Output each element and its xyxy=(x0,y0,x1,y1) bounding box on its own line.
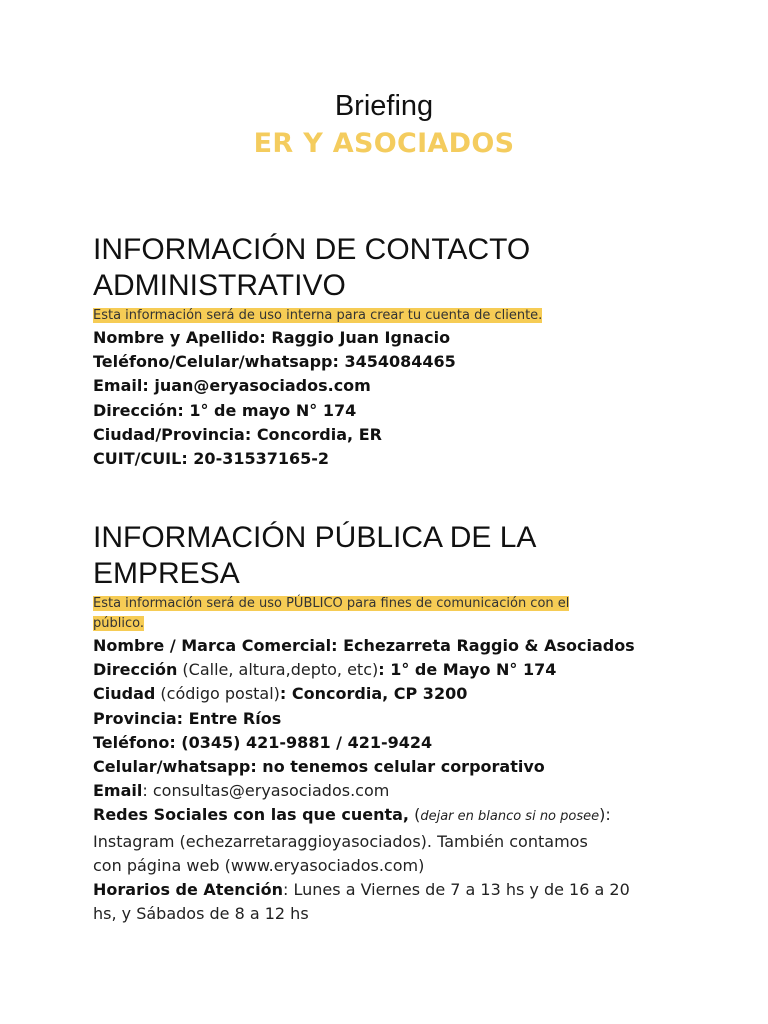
hours-line2: hs, y Sábados de 8 a 12 hs xyxy=(93,904,309,924)
city-hint: (código postal) xyxy=(155,684,280,704)
public-field-address xyxy=(93,658,673,682)
public-field-brand: Nombre / Marca Comercial: Echezarreta Raggio & Asociados xyxy=(93,636,635,655)
public-field-hours xyxy=(93,878,673,902)
city-label: Ciudad xyxy=(93,684,156,704)
social-hint: dejar en blanco si no posee xyxy=(420,809,600,825)
social-paren-open: ( xyxy=(409,805,421,825)
social-line3: con página web (www.eryasociados.com) xyxy=(93,855,425,875)
admin-contact-section xyxy=(93,232,673,471)
admin-field-cuit: CUIT/CUIL: 20-31537165-2 xyxy=(93,449,330,469)
admin-section-heading xyxy=(93,232,673,304)
address-value: : 1° de Mayo N° 174 xyxy=(378,660,557,680)
public-field-mobile: Celular/whatsapp: no tenemos celular corporativo xyxy=(93,757,545,777)
admin-field-name: Nombre y Apellido: Raggio Juan Ignacio xyxy=(93,328,451,347)
social-label: Redes Sociales con las que cuenta, xyxy=(93,805,409,825)
public-field-email xyxy=(93,779,673,803)
admin-field-email: Email: juan@eryasociados.com xyxy=(93,376,371,396)
public-field-social xyxy=(93,803,673,829)
public-section-heading xyxy=(93,520,673,592)
admin-note-text: Esta información será de uso interna para crear tu cuenta de cliente. xyxy=(93,308,543,323)
document-title: Briefing xyxy=(334,90,434,122)
address-label: Dirección xyxy=(93,660,178,680)
public-info-section xyxy=(93,520,673,926)
admin-heading-line1: INFORMACIÓN DE CONTACTO xyxy=(93,233,531,266)
email-value: : consultas@eryasociados.com xyxy=(142,781,390,801)
hours-label: Horarios de Atención xyxy=(93,880,284,900)
admin-field-phone: Teléfono/Celular/whatsapp: 3454084465 xyxy=(93,352,456,372)
email-label: Email xyxy=(93,781,143,801)
public-field-phone: Teléfono: (0345) 421-9881 / 421-9424 xyxy=(93,732,433,752)
hours-value: : Lunes a Viernes de 7 a 13 hs y de 16 a 20 xyxy=(283,880,630,900)
public-field-province: Provincia: Entre Ríos xyxy=(93,708,282,728)
public-note-line2: público. xyxy=(93,616,144,631)
social-paren-close: ): xyxy=(599,805,611,825)
admin-field-address: Dirección: 1° de mayo N° 174 xyxy=(93,400,357,420)
admin-note xyxy=(93,306,673,326)
address-hint: (Calle, altura,depto, etc) xyxy=(177,660,379,680)
public-note-line1: Esta información será de uso PÚBLICO para fines de comunicación con el xyxy=(93,596,570,611)
document-header xyxy=(0,88,768,164)
company-name: ER Y ASOCIADOS xyxy=(253,128,515,159)
public-note xyxy=(93,594,673,634)
public-heading-line2: EMPRESA xyxy=(93,557,240,590)
social-line2: Instagram (echezarretaraggioyasociados). También contamos xyxy=(93,831,588,851)
admin-heading-line2: ADMINISTRATIVO xyxy=(93,269,346,302)
city-value: : Concordia, CP 3200 xyxy=(279,684,468,704)
public-field-city xyxy=(93,682,673,706)
public-heading-line1: INFORMACIÓN PÚBLICA DE LA xyxy=(93,521,537,554)
admin-field-city: Ciudad/Provincia: Concordia, ER xyxy=(93,424,382,444)
